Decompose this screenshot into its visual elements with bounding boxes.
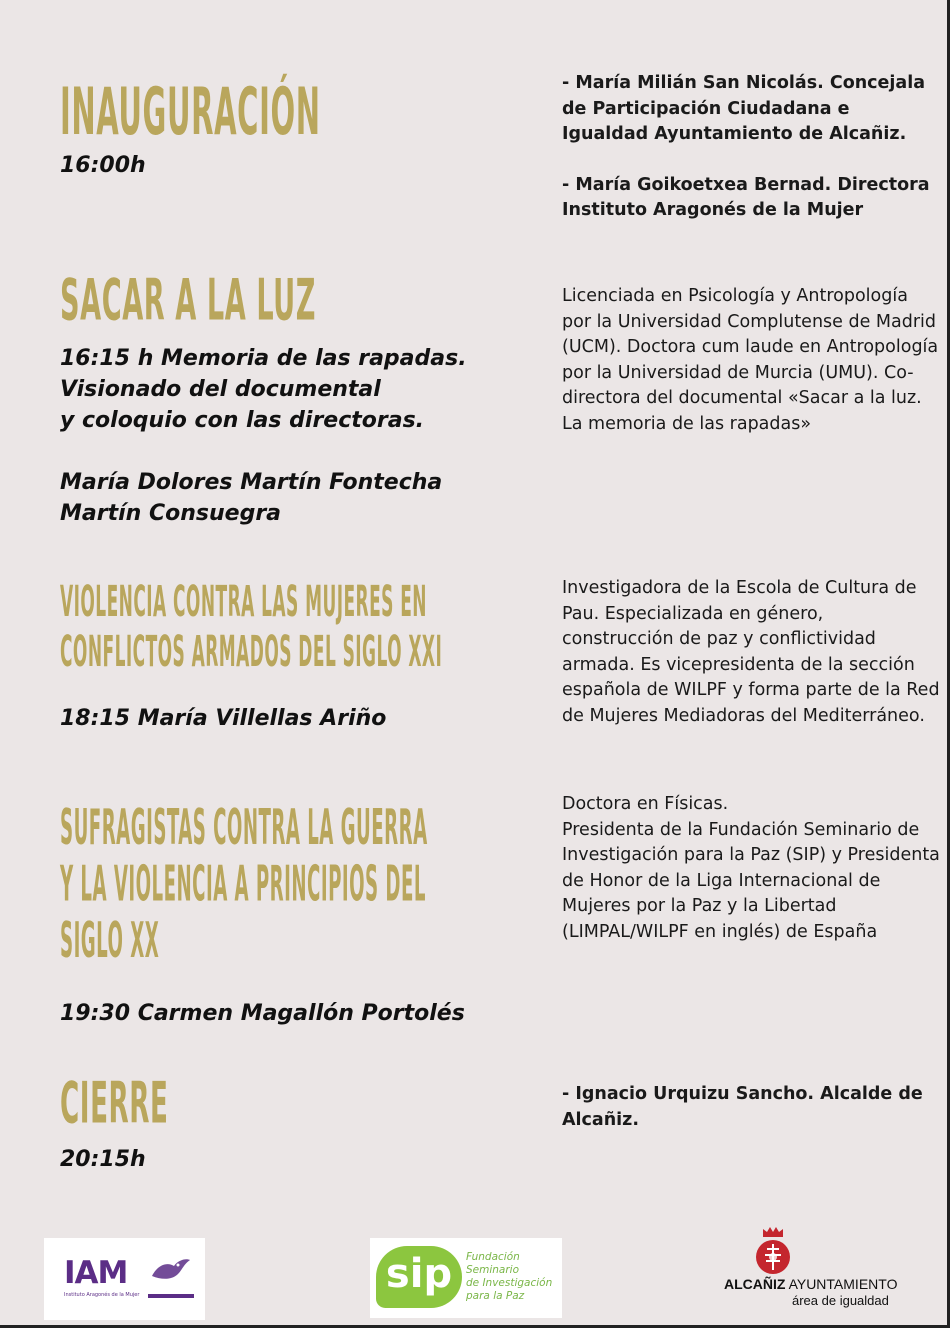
alcaniz-logo-wordmark (724, 1276, 897, 1292)
alcaniz-logo (720, 1226, 910, 1316)
iam-logo-text: IAM (64, 1255, 128, 1291)
time-line: 16:15 h Memoria de las rapadas. (60, 346, 467, 371)
bio-violencia (562, 576, 940, 729)
iam-logo (44, 1238, 205, 1320)
sip-caption-line: Fundación (466, 1251, 520, 1263)
sip-logo-caption (466, 1251, 552, 1303)
title-line: SIGLO XX (60, 913, 160, 970)
time-line: María Dolores Martín Fontecha (60, 470, 443, 495)
iam-underline (148, 1294, 194, 1298)
iam-logo-subtitle: Instituto Aragonés de la Mujer (64, 1292, 140, 1298)
section-title-cierre: CIERRE (60, 1070, 169, 1137)
title-line: Y LA VIOLENCIA A PRINCIPIOS DEL (60, 856, 426, 913)
speaker-line: - María Milián San Nicolás. Concejala de Participación Ciudadana e Igualdad Ayuntamiento de Alcañiz. (562, 73, 926, 144)
speakers-cierre (562, 1082, 940, 1133)
time-line: Visionado del documental (60, 377, 381, 402)
title-line: SUFRAGISTAS CONTRA LA GUERRA (60, 800, 428, 857)
section-time-inauguracion: 16:00h (60, 153, 146, 178)
bio-line: Presidenta de la Fundación Seminario de Investigación para la Paz (SIP) y Presidenta de Honor de la Liga Internacional de Mujeres por la Paz y la Libertad (LIMPAL/WILPF en inglés) de España (562, 819, 940, 942)
speaker-line: - María Goikoetxea Bernad. Directora Instituto Aragonés de la Mujer (562, 174, 930, 220)
section-time-sacar-a-la-luz (60, 343, 467, 529)
alcaniz-area-label: área de igualdad (792, 1293, 889, 1308)
alcaniz-name: ALCAÑIZ (724, 1276, 786, 1292)
bio-line: Licenciada en Psicología y Antropología por la Universidad Complutense de Madrid (UCM). Doctora cum laude en Antropología por la Universidad de Murcia (UMU). Co-directora del documental «Sacar a la luz. La memoria de las rapadas» (562, 286, 939, 434)
section-title-inauguracion: INAUGURACIÓN (60, 75, 321, 150)
section-time-violencia: 18:15 María Villellas Ariño (60, 706, 387, 731)
title-line: CONFLICTOS ARMADOS DEL SIGLO XXI (60, 627, 443, 677)
sip-logo (370, 1238, 562, 1318)
bio-line: Doctora en Físicas. (562, 794, 729, 814)
bio-sacar-a-la-luz (562, 284, 940, 437)
title-line: VIOLENCIA CONTRA LAS MUJERES EN (60, 577, 427, 627)
section-title-violencia (60, 577, 442, 677)
section-time-cierre: 20:15h (60, 1147, 146, 1172)
time-line: Martín Consuegra (60, 501, 282, 526)
bio-line: Investigadora de la Escola de Cultura de Pau. Especializada en género, construcción de paz y conflictividad armada. Es vicepresidenta de la sección española de WILPF y forma parte de la Red de Mujeres Mediadoras del Mediterráneo. (562, 578, 940, 726)
section-title-sacar-a-la-luz: SACAR A LA LUZ (60, 267, 316, 334)
sip-caption-line: de Investigación (466, 1277, 553, 1289)
dove-icon (148, 1256, 192, 1288)
speaker-line: - Ignacio Urquizu Sancho. Alcalde de Alcañiz. (562, 1084, 923, 1130)
alcaniz-suffix: AYUNTAMIENTO (788, 1276, 898, 1292)
time-line: y coloquio con las directoras. (60, 408, 425, 433)
bio-sufragistas (562, 792, 940, 945)
sip-logo-text: sip (385, 1251, 453, 1297)
section-title-sufragistas (60, 800, 428, 970)
shield-emblem-icon (755, 1237, 791, 1277)
sip-caption-line: Seminario (466, 1264, 520, 1276)
sip-caption-line: para la Paz (466, 1290, 525, 1302)
section-time-sufragistas: 19:30 Carmen Magallón Portolés (60, 1001, 465, 1026)
speakers-inauguracion (562, 71, 940, 224)
